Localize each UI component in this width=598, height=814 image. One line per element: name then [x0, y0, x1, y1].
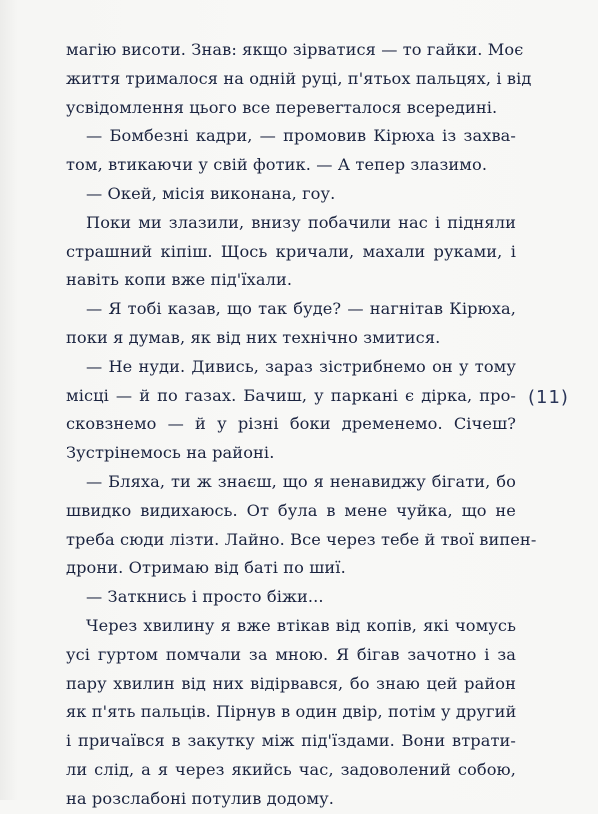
- text-line: Поки ми злазили, внизу побачили нас і підняли: [86, 212, 516, 232]
- text-line: сковзнемо — й у різні боки дременемо. Січеш?: [66, 414, 516, 434]
- text-line: магію висоти. Знав: якщо зірватися — то гайки. Моє: [66, 40, 524, 59]
- text-line: швидко видихаюсь. От була в мене чуйка, що не: [66, 500, 516, 520]
- text-line: — Бляха, ти ж знаєш, що я ненавиджу бігати, бо: [86, 471, 516, 491]
- text-line: дрони. Отримаю від баті по шиї.: [66, 558, 346, 578]
- text-line: життя трималося на одній руці, п'ятьох пальцях, і від: [66, 68, 532, 88]
- text-line: том, втикаючи у свій фотик. — А тепер злазимо.: [66, 155, 488, 175]
- text-line: поки я думав, як від них технічно змитися.: [66, 327, 441, 347]
- text-line: ли слід, а я через якийсь час, задоволений собою,: [66, 759, 516, 779]
- text-line: і причаївся в закутку між під'їздами. Вони втрати-: [66, 731, 516, 751]
- text-line: усі гуртом помчали за мною. Я бігав зачотно і за: [66, 644, 516, 664]
- text-line: — Заткнись і просто біжи...: [86, 587, 324, 607]
- text-line: — Бомбезні кадри, — промовив Кірюха із захва-: [86, 126, 516, 146]
- text-line: місці — й по газах. Бачиш, у паркані є дірка, про-: [66, 385, 516, 405]
- page-number: (11): [528, 387, 569, 408]
- text-line: як п'ять пальців. Пірнув в один двір, потім у другий: [66, 702, 517, 722]
- text-line: навіть копи вже під'їхали.: [66, 270, 293, 290]
- text-line: — Я тобі казав, що так буде? — нагнітав Кірюха,: [86, 299, 516, 319]
- text-line: пару хвилин від них відірвався, бо знаю цей район: [66, 673, 516, 693]
- text-line: на розслабоні потулив додому.: [66, 788, 335, 808]
- text-line: — Не нуди. Дивись, зараз зістрибнемо он у тому: [86, 356, 516, 376]
- text-line: усвідомлення цього все перевerталося всередині.: [66, 97, 498, 117]
- body-text: [66, 36, 537, 814]
- text-line: Через хвилину я вже втікав від копів, які чомусь: [86, 615, 516, 635]
- text-line: треба сюди лізти. Лайно. Все через тебе й твої випен-: [66, 529, 537, 549]
- text-line: Зустрінемось на районі.: [66, 443, 275, 463]
- text-line: — Окей, місія виконана, гоу.: [86, 183, 336, 203]
- text-line: страшний кіпіш. Щось кричали, махали руками, і: [66, 241, 516, 261]
